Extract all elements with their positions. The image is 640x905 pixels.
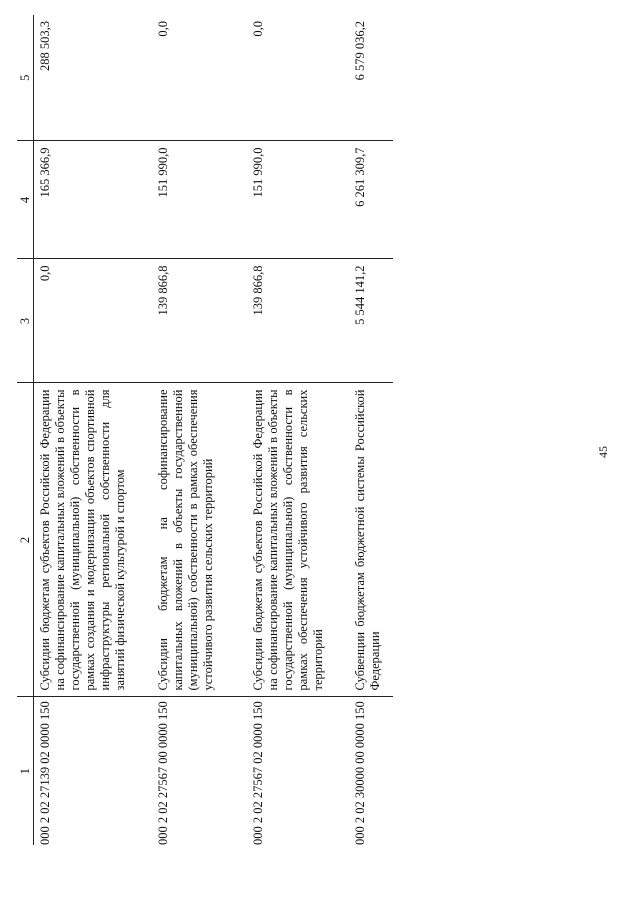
- table-row: [34, 15, 152, 845]
- page-number: 45: [596, 446, 610, 458]
- budget-table: [17, 15, 393, 845]
- column-header: 1: [17, 697, 34, 845]
- row-description: Субсидии бюджетам субъектов Российской Федерации на софинансирование капитальных вложений в объекты государственной (муниципальной) собственности в рамках обеспечения устойчивого развития сельских территорий: [247, 383, 349, 697]
- value-col5: 6 579 036,2: [349, 15, 393, 141]
- value-col3: 139 866,8: [247, 259, 349, 383]
- column-header: 3: [17, 259, 34, 383]
- table-row: [349, 15, 393, 845]
- value-col4: 165 366,9: [34, 141, 152, 259]
- column-header: 5: [17, 15, 34, 141]
- value-col4: 6 261 309,7: [349, 141, 393, 259]
- budget-code: 000 2 02 27139 02 0000 150: [38, 701, 52, 845]
- value-col5: 0,0: [247, 15, 349, 141]
- row-description: Субсидии бюджетам на софинансирование капитальных вложений в объекты государственной (муниципальной) собственности в рамках обеспечения устойчивого развития сельских территорий: [152, 383, 247, 697]
- budget-code: 000 2 02 27567 02 0000 150: [250, 701, 265, 845]
- value-col3: 0,0: [34, 259, 152, 383]
- budget-code: 000 2 02 27567 00 0000 150: [155, 701, 170, 845]
- column-header: 2: [17, 383, 34, 697]
- value-col5: 0,0: [152, 15, 247, 141]
- budget-code: 000 2 02 30000 00 0000 150: [352, 701, 367, 845]
- row-description: Субвенции бюджетам бюджетной системы Российской Федерации: [349, 383, 393, 697]
- table-row: [152, 15, 247, 845]
- value-col3: 139 866,8: [152, 259, 247, 383]
- table-row: [247, 15, 349, 845]
- value-col4: 151 990,0: [152, 141, 247, 259]
- table-header-row: [17, 15, 34, 845]
- row-description: Субсидии бюджетам субъектов Российской Федерации на софинансирование капитальных вложений в объекты государственной (муниципальной) собственности в рамках создания и модернизации объектов спортивной инфраструктуры региональной собственности для занятий физической культурой и спортом: [34, 383, 152, 697]
- value-col3: 5 544 141,2: [349, 259, 393, 383]
- value-col4: 151 990,0: [247, 141, 349, 259]
- value-col5: 288 503,3: [34, 15, 152, 141]
- column-header: 4: [17, 141, 34, 259]
